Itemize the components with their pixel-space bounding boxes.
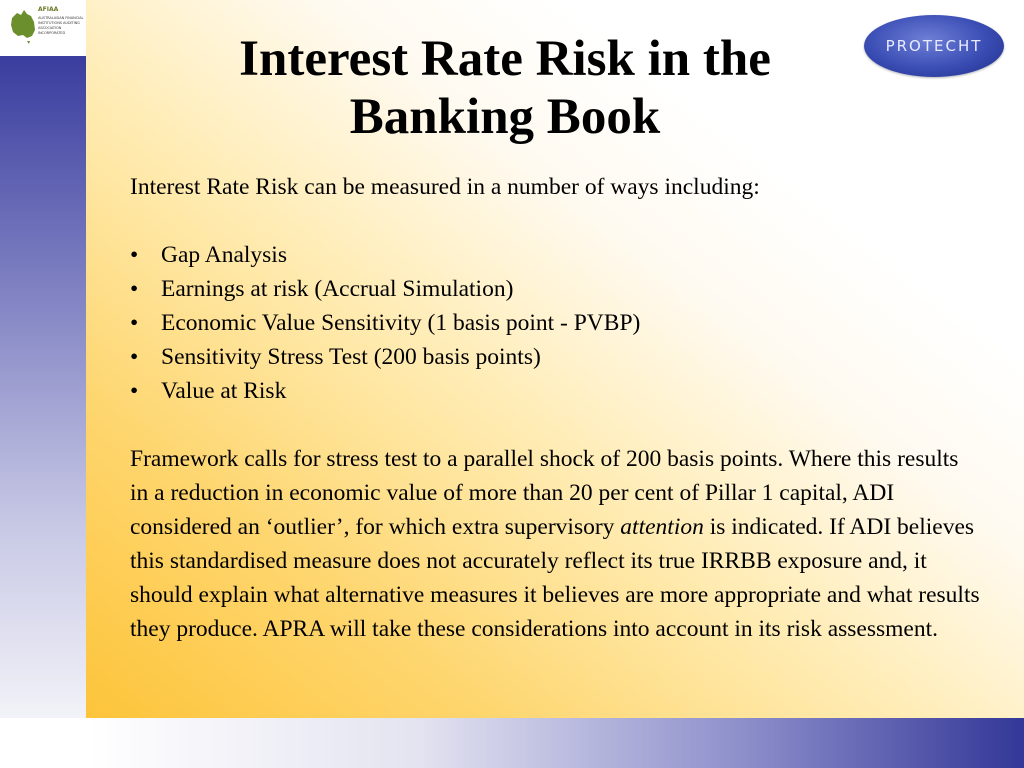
bottom-decorative-bar: [86, 718, 1024, 768]
slide-title: [180, 30, 830, 146]
framework-emphasis: attention: [620, 514, 704, 540]
list-item: [130, 374, 990, 408]
list-item-text: Sensitivity Stress Test (200 basis points): [161, 344, 541, 370]
framework-text-part-1: Framework calls for stress test to a parallel shock of 200 basis points. Where this results in a reduction in economic value of more than 20 per cent of Pillar 1 capital, ADI considered an ‘outlier’, for which extra supervisory: [130, 446, 959, 540]
slide-body: [130, 170, 990, 646]
bottom-left-corner: [0, 718, 86, 768]
intro-text: Interest Rate Risk can be measured in a number of ways including:: [130, 174, 760, 200]
afiaa-logo: [8, 4, 86, 52]
protecht-logo: [864, 15, 1004, 77]
framework-paragraph: [130, 442, 980, 646]
list-item: [130, 238, 990, 272]
afiaa-logo-subtext: AUSTRALASIAN FINANCIAL INSTITUTIONS AUDITING ASSOCIATION INCORPORATED: [38, 16, 84, 35]
list-item: [130, 272, 990, 306]
bullet-icon: •: [130, 378, 139, 404]
bullet-icon: •: [130, 242, 139, 268]
protecht-logo-text: PROTECHT: [885, 37, 983, 55]
bullet-icon: •: [130, 310, 139, 336]
measures-list: [130, 238, 990, 408]
bullet-icon: •: [130, 276, 139, 302]
list-item-text: Economic Value Sensitivity (1 basis point - PVBP): [161, 310, 641, 336]
list-item-text: Value at Risk: [161, 378, 287, 404]
afiaa-logo-text: AFIAA: [38, 6, 59, 13]
framework-text-part-2: is indicated. If ADI believes this standardised measure does not accurately reflect its true IRRBB exposure and, it should explain what alternative measures it believes are more appropriate and what results they produce. APRA will take these considerations into account in its risk assessment.: [130, 514, 980, 642]
list-item: [130, 306, 990, 340]
australia-map-icon: [8, 4, 38, 50]
list-item: [130, 340, 990, 374]
left-decorative-bar: [0, 56, 86, 718]
list-item-text: Gap Analysis: [161, 242, 287, 268]
title-line-1: Interest Rate Risk in the: [239, 31, 771, 87]
title-line-2: Banking Book: [349, 89, 661, 145]
bullet-icon: •: [130, 344, 139, 370]
list-item-text: Earnings at risk (Accrual Simulation): [161, 276, 514, 302]
